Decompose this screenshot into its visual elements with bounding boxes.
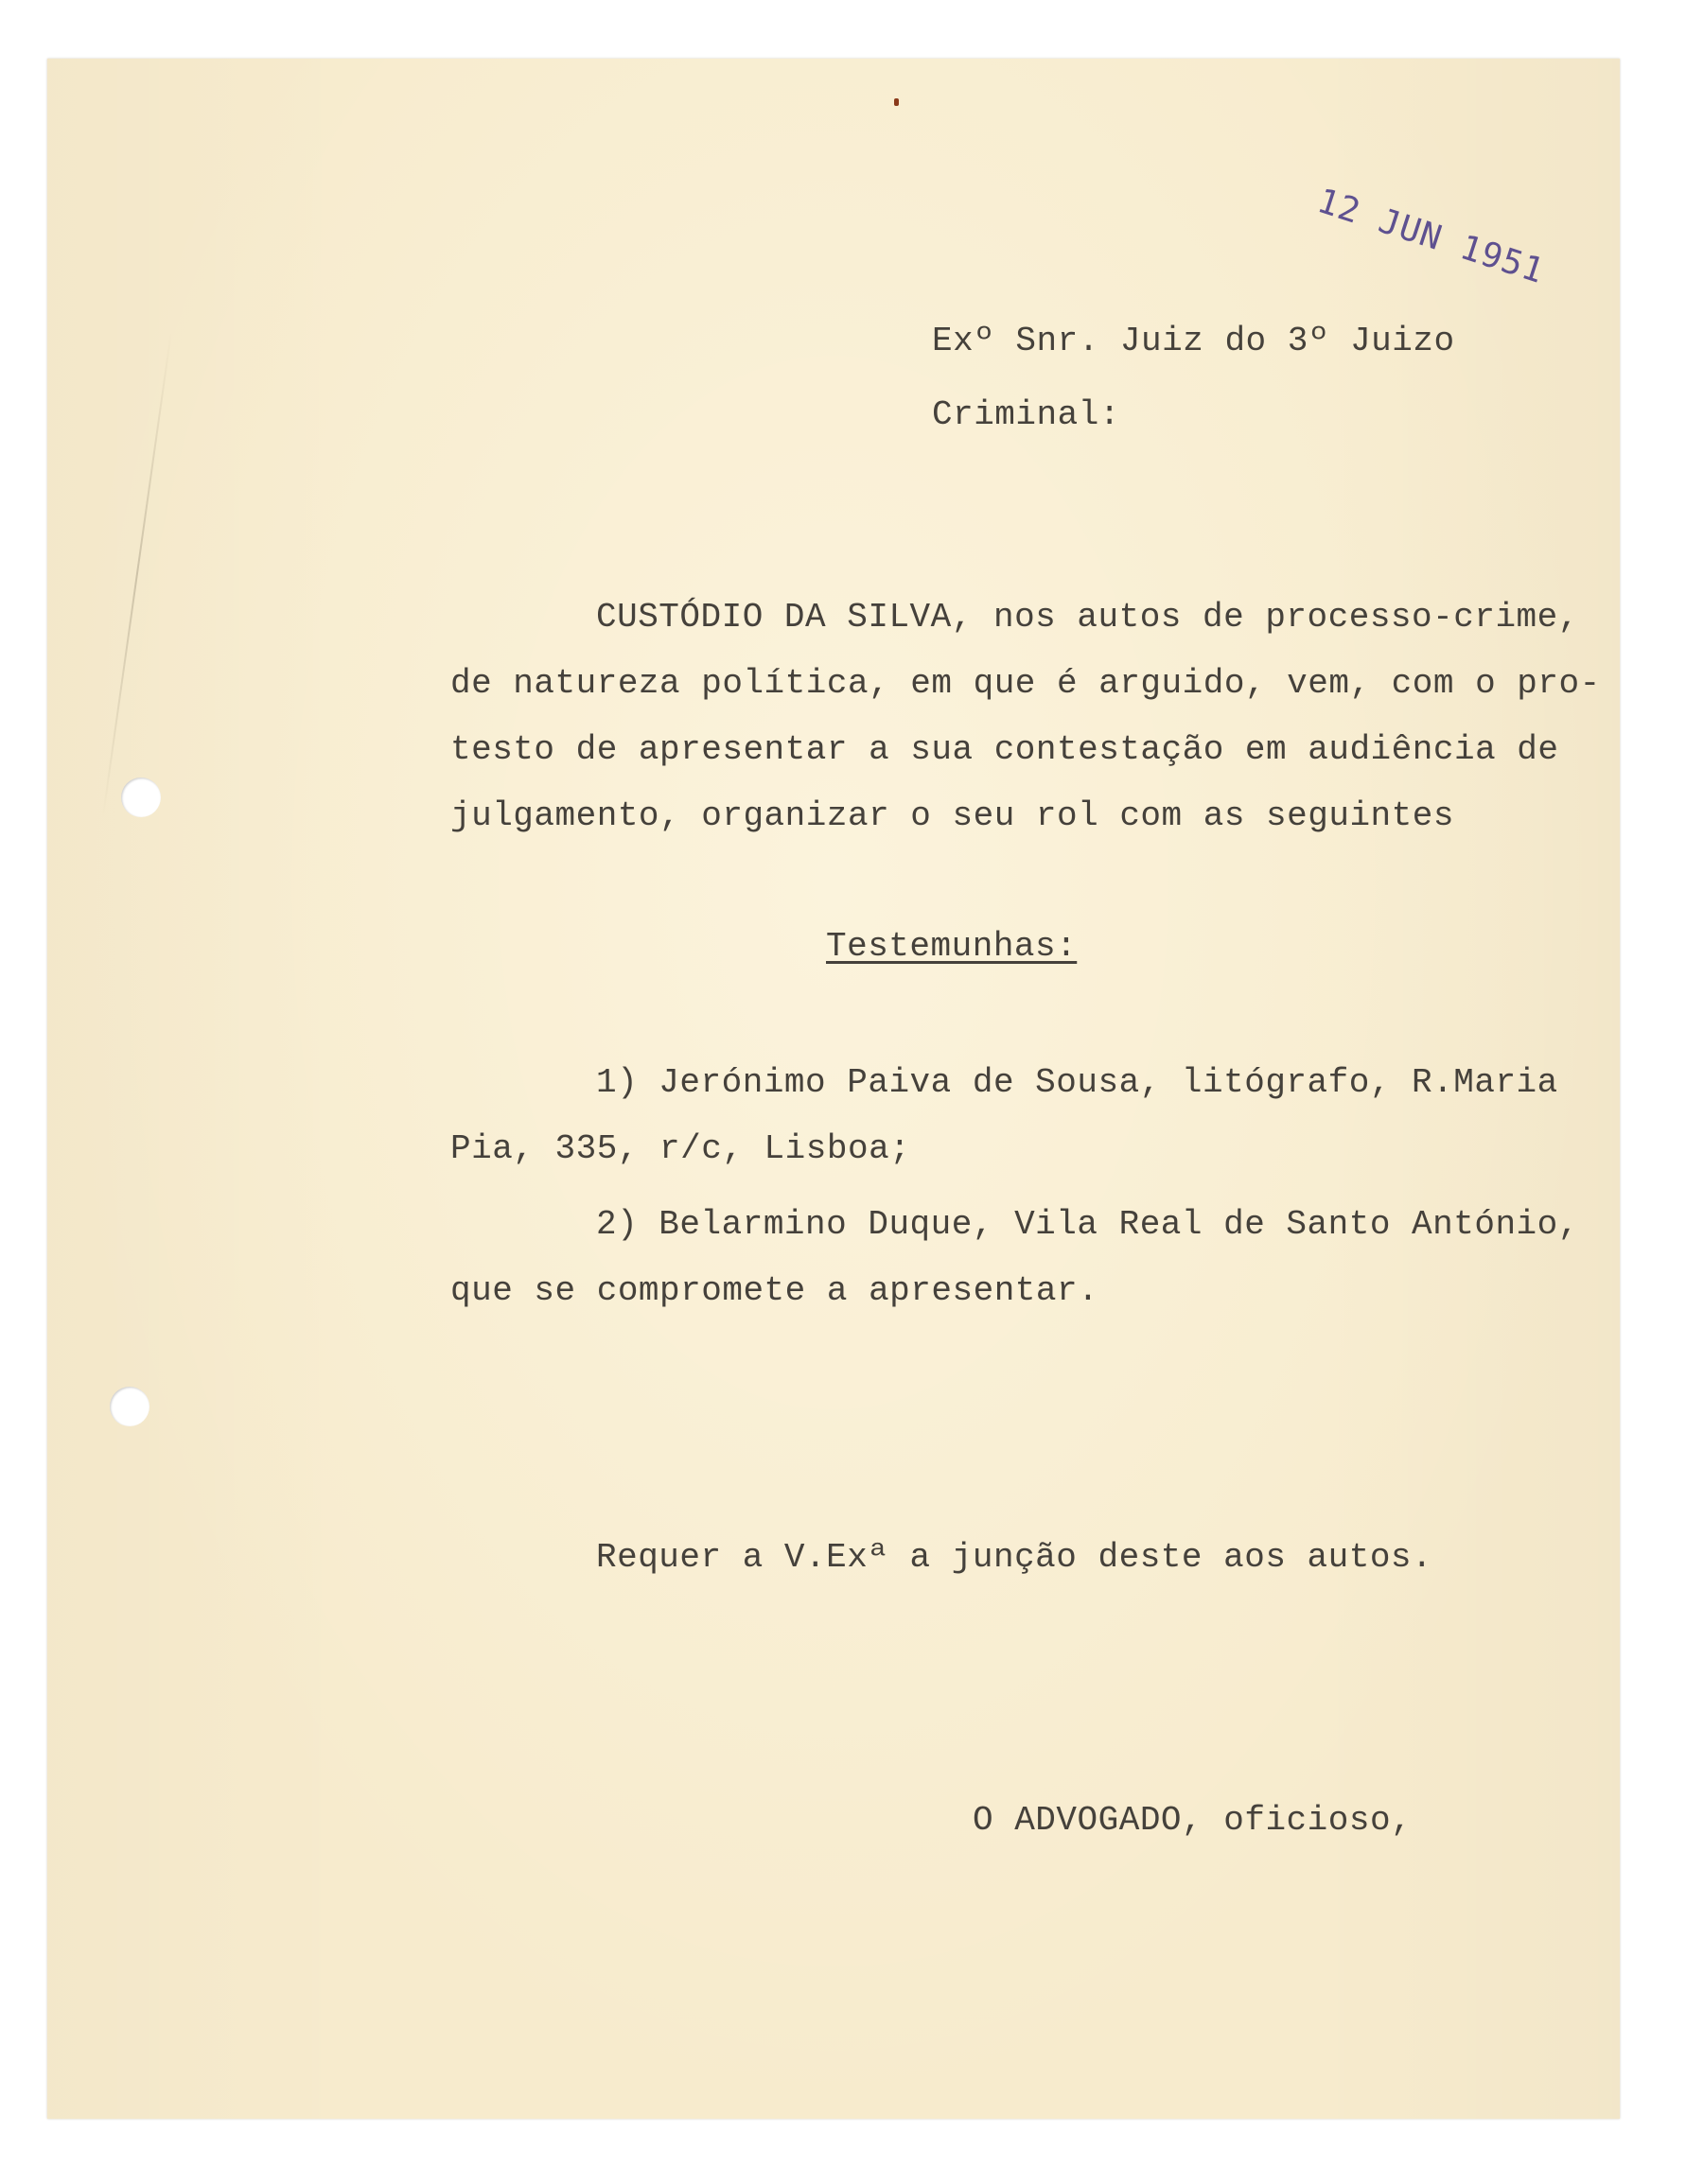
body-line-3: testo de apresentar a sua contestação em audiência de <box>450 730 1559 769</box>
witnesses-heading: Testemunhas: <box>826 927 1078 966</box>
witness-line-1: 1) Jerónimo Paiva de Sousa, litógrafo, R.Maria <box>596 1063 1558 1102</box>
addressee-line-2: Criminal: <box>932 395 1120 434</box>
signature-line: O ADVOGADO, oficioso, <box>973 1801 1413 1840</box>
date-stamp: 12 JUN 1951 <box>1312 182 1550 292</box>
witness-line-2: Pia, 335, r/c, Lisboa; <box>450 1129 911 1168</box>
request-line: Requer a V.Exª a junção deste aos autos. <box>596 1538 1433 1577</box>
body-line-1: CUSTÓDIO DA SILVA, nos autos de processo-crime, <box>596 598 1579 637</box>
punch-hole-bottom <box>110 1387 149 1426</box>
punch-hole-top <box>121 778 161 817</box>
ink-speck <box>894 98 899 106</box>
addressee-line-1: Exº Snr. Juiz do 3º Juizo <box>932 322 1455 360</box>
witness-line-4: que se compromete a apresentar. <box>450 1271 1099 1310</box>
body-line-4: julgamento, organizar o seu rol com as seguintes <box>450 796 1454 835</box>
body-line-2: de natureza política, em que é arguido, vem, com o pro- <box>450 664 1601 703</box>
witness-line-3: 2) Belarmino Duque, Vila Real de Santo António, <box>596 1205 1579 1244</box>
